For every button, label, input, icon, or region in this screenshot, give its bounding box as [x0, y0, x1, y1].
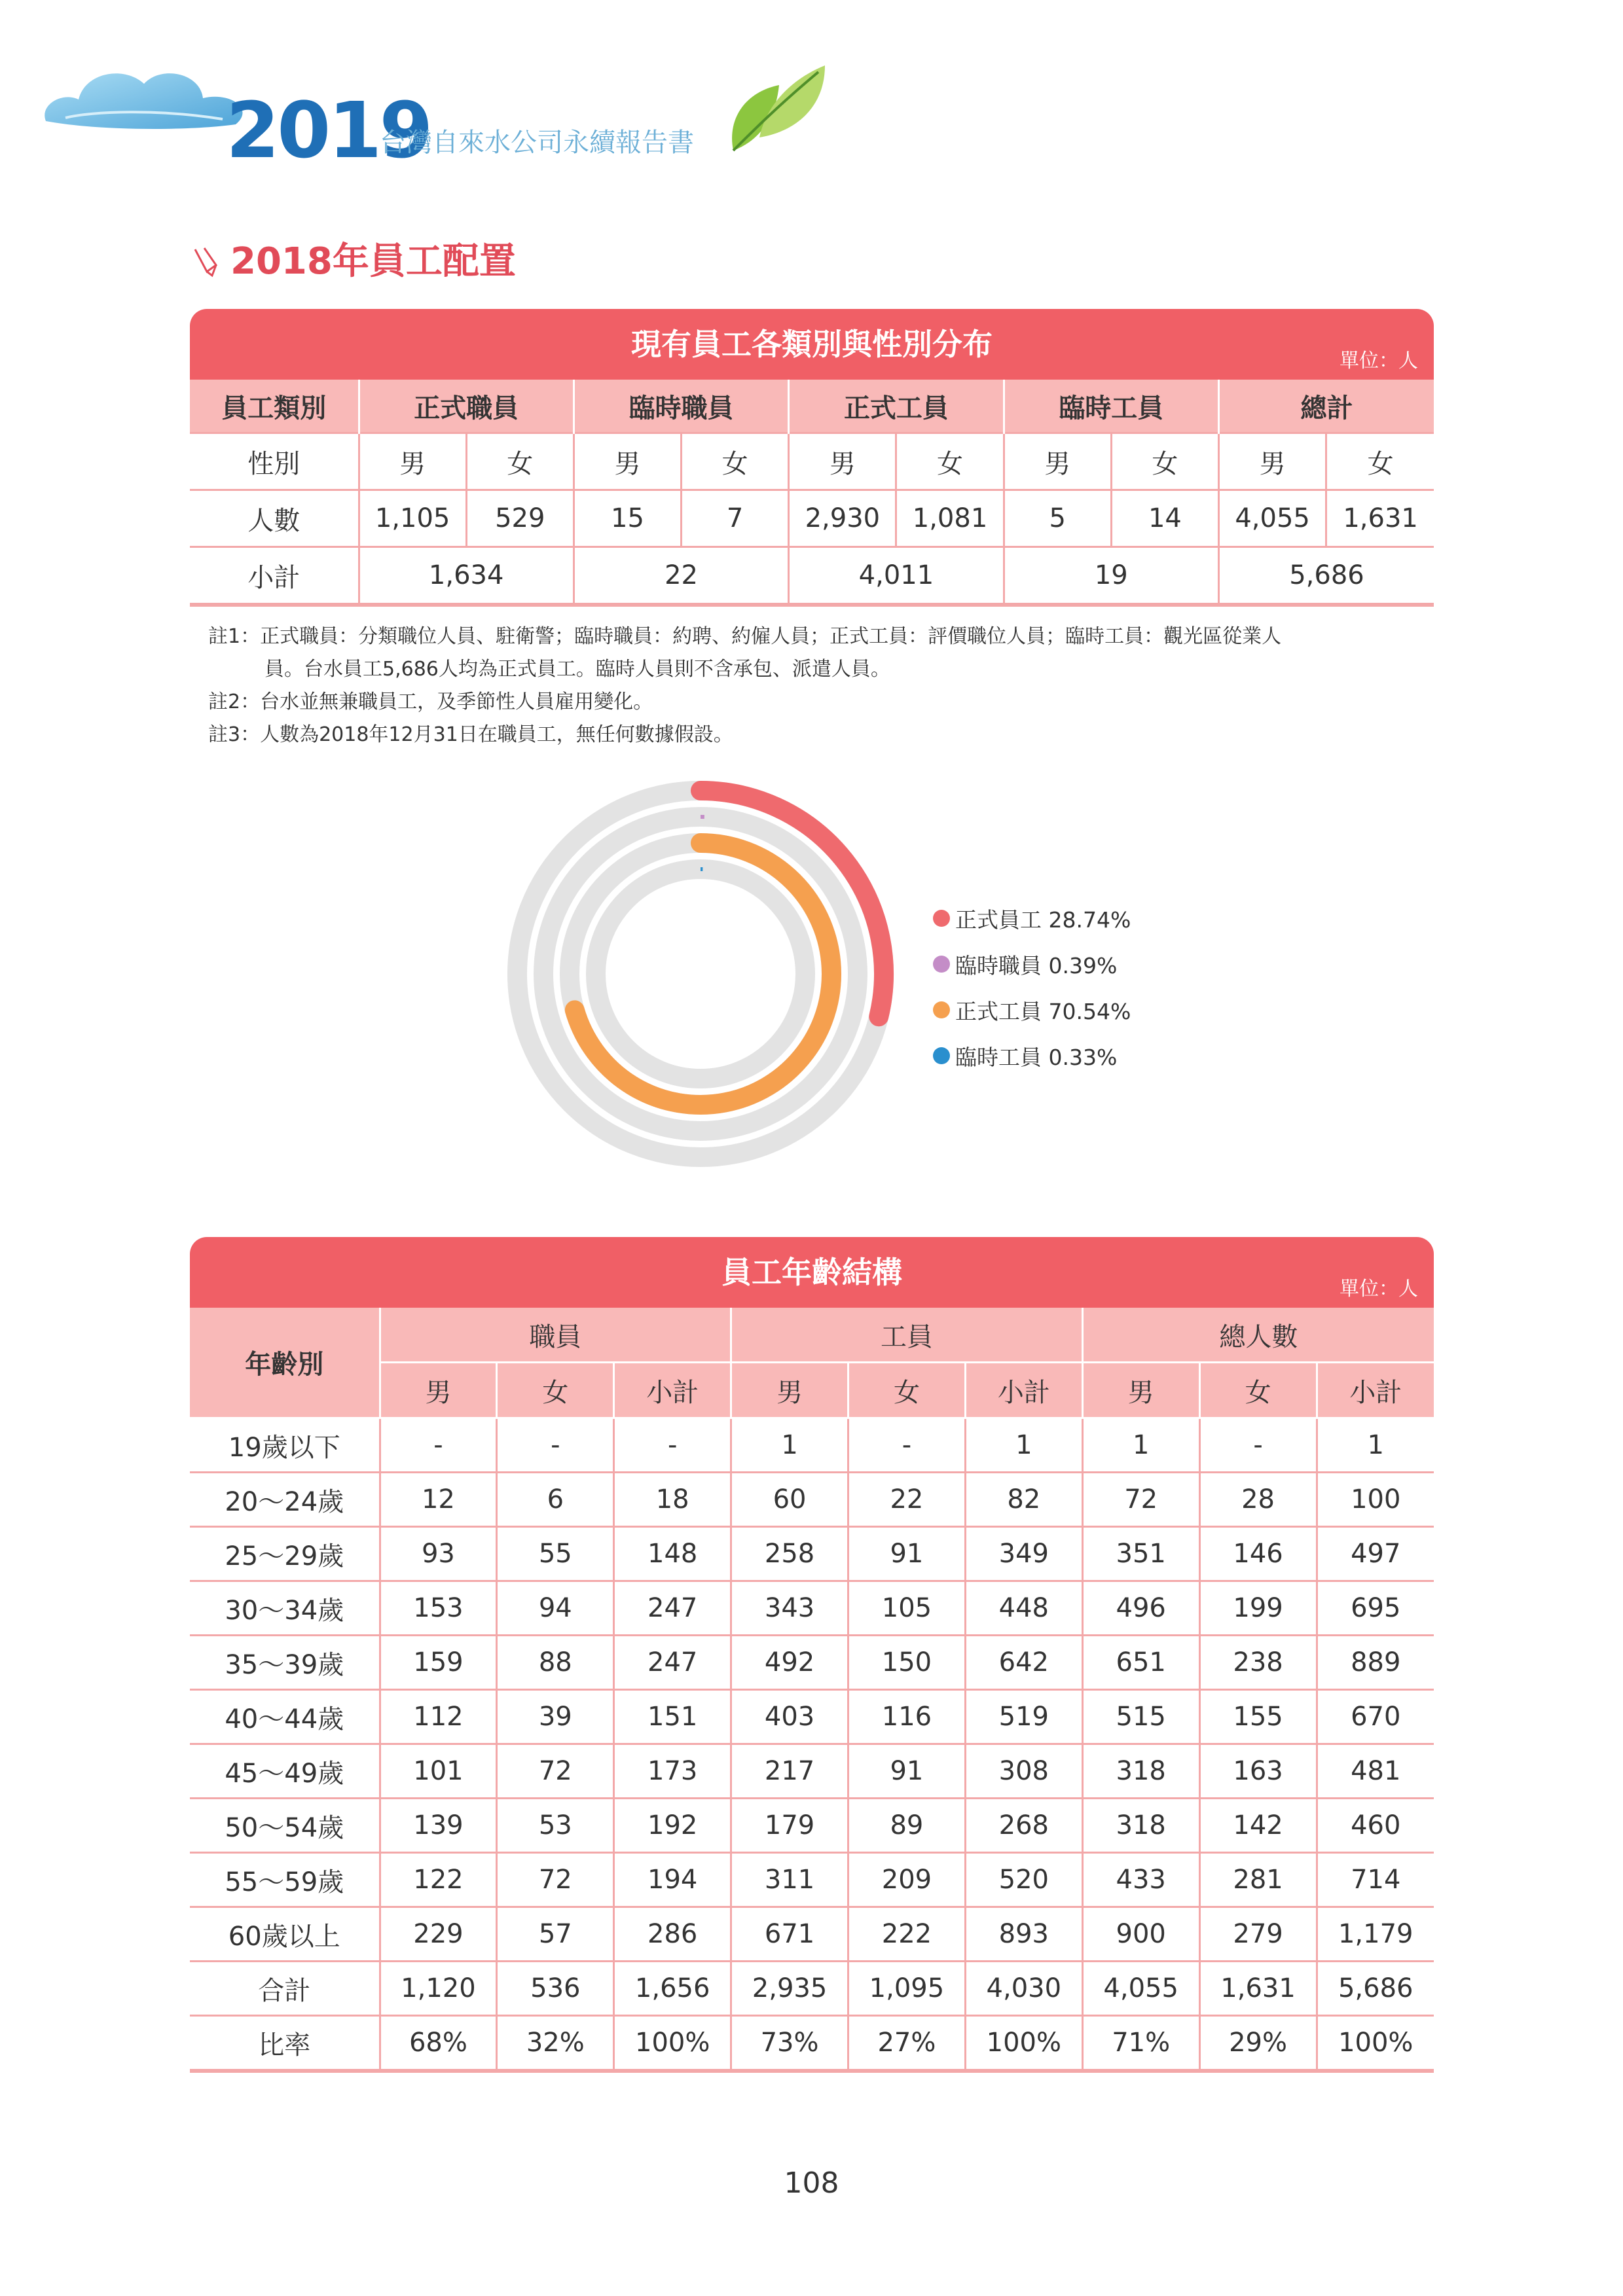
column-header: 總計	[1219, 380, 1434, 433]
chart-legend	[933, 895, 1131, 1079]
table-cell: 179	[731, 1799, 848, 1853]
column-header: 女	[1199, 1363, 1317, 1418]
table-cell: 1,105	[359, 490, 466, 547]
table-cell: 1	[1317, 1418, 1434, 1473]
employee-category-table	[190, 309, 1434, 607]
table-cell: 89	[848, 1799, 966, 1853]
table-cell: 403	[731, 1690, 848, 1744]
table-cell: 1	[965, 1418, 1082, 1473]
table-cell: 279	[1199, 1907, 1317, 1962]
table-cell: 112	[380, 1690, 497, 1744]
table-cell: -	[380, 1418, 497, 1473]
table-cell: 男	[1004, 433, 1111, 490]
column-header: 臨時職員	[574, 380, 788, 433]
table-cell: 281	[1199, 1853, 1317, 1907]
table-cell: 女	[682, 433, 789, 490]
table-cell: 100%	[614, 2016, 731, 2072]
table-cell: 159	[380, 1636, 497, 1690]
age-structure-table	[190, 1237, 1434, 2073]
table-row	[190, 1799, 1434, 1853]
column-header: 員工類別	[190, 380, 359, 433]
table-cell: 519	[965, 1690, 1082, 1744]
column-header: 工員	[731, 1308, 1083, 1363]
table-cell: 71%	[1082, 2016, 1199, 2072]
table-cell: 695	[1317, 1581, 1434, 1636]
row-label: 小計	[190, 547, 359, 605]
table-cell: 481	[1317, 1744, 1434, 1799]
table-cell: 893	[965, 1907, 1082, 1962]
table-cell: 268	[965, 1799, 1082, 1853]
table-cell: 173	[614, 1744, 731, 1799]
legend-item	[933, 941, 1131, 987]
table-cell: 女	[1111, 433, 1218, 490]
legend-item	[933, 987, 1131, 1033]
row-label: 20～24歲	[190, 1473, 380, 1527]
table-cell: 4,055	[1219, 490, 1326, 547]
table-title: 現有員工各類別與性別分布	[631, 327, 993, 362]
row-label: 40～44歲	[190, 1690, 380, 1744]
table-unit: 單位：人	[1340, 350, 1418, 372]
table-cell: 100%	[1317, 2016, 1434, 2072]
column-header: 總人數	[1082, 1308, 1434, 1363]
table-cell: 男	[359, 433, 466, 490]
page-number: 108	[784, 2166, 839, 2200]
column-header: 小計	[965, 1363, 1082, 1418]
table-cell: 229	[380, 1907, 497, 1962]
table-cell: 153	[380, 1581, 497, 1636]
table-cell: -	[1199, 1418, 1317, 1473]
table-cell: -	[614, 1418, 731, 1473]
table-row	[190, 1636, 1434, 1690]
table-cell: 1,631	[1326, 490, 1434, 547]
table-cell: 448	[965, 1581, 1082, 1636]
table-cell: 72	[497, 1853, 614, 1907]
table-cell: 18	[614, 1473, 731, 1527]
table-cell: 1,634	[359, 547, 574, 605]
table-cell: 194	[614, 1853, 731, 1907]
table-cell: 889	[1317, 1636, 1434, 1690]
table-cell: 148	[614, 1527, 731, 1581]
table-cell: 497	[1317, 1527, 1434, 1581]
table-cell: 460	[1317, 1799, 1434, 1853]
row-label: 比率	[190, 2016, 380, 2072]
table-cell: 671	[731, 1907, 848, 1962]
table-cell: 73%	[731, 2016, 848, 2072]
pen-icon	[190, 245, 223, 278]
table-cell: 116	[848, 1690, 966, 1744]
table-cell: 7	[682, 490, 789, 547]
table-cell: -	[497, 1418, 614, 1473]
table-title: 員工年齡結構	[721, 1255, 902, 1290]
table-cell: 122	[380, 1853, 497, 1907]
row-label: 60歲以上	[190, 1907, 380, 1962]
table-cell: 29%	[1199, 2016, 1317, 2072]
table-cell: 433	[1082, 1853, 1199, 1907]
table-cell: 520	[965, 1853, 1082, 1907]
legend-label: 正式工員 70.54%	[955, 998, 1131, 1024]
legend-swatch	[933, 956, 950, 973]
column-header: 男	[731, 1363, 848, 1418]
table-cell: 1,656	[614, 1962, 731, 2016]
employee-share-donut-chart	[498, 771, 903, 1177]
table-cell: 57	[497, 1907, 614, 1962]
table-cell: 男	[789, 433, 896, 490]
table-row	[190, 2016, 1434, 2072]
report-subtitle: 台灣自來水公司永續報告書	[380, 128, 694, 158]
note-2: 註2：台水並無兼職員工，及季節性人員雇用變化。	[208, 691, 653, 713]
table-cell: 22	[848, 1473, 966, 1527]
table-cell: 72	[497, 1744, 614, 1799]
table-cell: 53	[497, 1799, 614, 1853]
table-cell: 258	[731, 1527, 848, 1581]
legend-label: 臨時工員 0.33%	[955, 1044, 1118, 1070]
legend-label: 臨時職員 0.39%	[955, 952, 1118, 978]
table-cell: 318	[1082, 1744, 1199, 1799]
table-cell: 247	[614, 1636, 731, 1690]
table-cell: 6	[497, 1473, 614, 1527]
row-label: 25～29歲	[190, 1527, 380, 1581]
table-cell: 217	[731, 1744, 848, 1799]
cloud-logo-icon	[39, 46, 255, 137]
table-cell: 900	[1082, 1907, 1199, 1962]
column-header: 女	[848, 1363, 966, 1418]
table-cell: 247	[614, 1581, 731, 1636]
table-row	[190, 1473, 1434, 1527]
table-cell: 192	[614, 1799, 731, 1853]
row-label: 45～49歲	[190, 1744, 380, 1799]
table-cell: 536	[497, 1962, 614, 2016]
table-cell: 146	[1199, 1527, 1317, 1581]
row-label: 30～34歲	[190, 1581, 380, 1636]
table-notes	[208, 620, 1439, 751]
table-cell: 670	[1317, 1690, 1434, 1744]
table-row	[190, 547, 1434, 605]
table-cell: 311	[731, 1853, 848, 1907]
table-cell: 1,631	[1199, 1962, 1317, 2016]
table-cell: 男	[1219, 433, 1326, 490]
table-unit: 單位：人	[1340, 1278, 1418, 1300]
table-cell: 22	[574, 547, 788, 605]
table-cell: 28	[1199, 1473, 1317, 1527]
row-label: 人數	[190, 490, 359, 547]
table-cell: 1,179	[1317, 1907, 1434, 1962]
table-row	[190, 490, 1434, 547]
table-cell: 4,011	[789, 547, 1004, 605]
table-cell: 349	[965, 1527, 1082, 1581]
table-cell: 286	[614, 1907, 731, 1962]
table-cell: 100	[1317, 1473, 1434, 1527]
report-year: 2019	[226, 85, 431, 175]
table-cell: 492	[731, 1636, 848, 1690]
table-cell: 32%	[497, 2016, 614, 2072]
table-cell: 91	[848, 1527, 966, 1581]
table-cell: 19	[1004, 547, 1218, 605]
column-header: 正式職員	[359, 380, 574, 433]
table-row	[190, 1853, 1434, 1907]
table-cell: 27%	[848, 2016, 966, 2072]
table-cell: 2,930	[789, 490, 896, 547]
report-header	[39, 46, 890, 177]
table-cell: 222	[848, 1907, 966, 1962]
table-cell: 女	[1326, 433, 1434, 490]
row-label: 50～54歲	[190, 1799, 380, 1853]
table-cell: 4,030	[965, 1962, 1082, 2016]
table-cell: 515	[1082, 1690, 1199, 1744]
section-title-text: 2018年員工配置	[230, 240, 516, 283]
column-header: 小計	[1317, 1363, 1434, 1418]
table-cell: 151	[614, 1690, 731, 1744]
table-cell: -	[848, 1418, 966, 1473]
table-header-bar	[190, 1237, 1434, 1308]
table-row	[190, 1690, 1434, 1744]
table-cell: 72	[1082, 1473, 1199, 1527]
table-cell: 1,081	[896, 490, 1004, 547]
table-cell: 199	[1199, 1581, 1317, 1636]
table-cell: 139	[380, 1799, 497, 1853]
table-cell: 163	[1199, 1744, 1317, 1799]
table-cell: 39	[497, 1690, 614, 1744]
column-header: 男	[1082, 1363, 1199, 1418]
section-title	[190, 240, 516, 283]
table-cell: 2,935	[731, 1962, 848, 2016]
table-cell: 68%	[380, 2016, 497, 2072]
table-cell: 82	[965, 1473, 1082, 1527]
table-header-bar	[190, 309, 1434, 380]
row-label: 35～39歲	[190, 1636, 380, 1690]
legend-swatch	[933, 910, 950, 927]
table-cell: 女	[466, 433, 574, 490]
note-1-continued: 員。台水員工5,686人均為正式員工。臨時人員則不含承包、派遣人員。	[264, 658, 890, 681]
leaf-logo-icon	[720, 59, 831, 157]
table-cell: 94	[497, 1581, 614, 1636]
table-cell: 150	[848, 1636, 966, 1690]
table-header-row	[190, 1308, 1434, 1363]
table-cell: 男	[574, 433, 681, 490]
table-cell: 351	[1082, 1527, 1199, 1581]
table-cell: 12	[380, 1473, 497, 1527]
ring-track	[596, 869, 805, 1079]
table-cell: 343	[731, 1581, 848, 1636]
table-cell: 100%	[965, 2016, 1082, 2072]
table-cell: 91	[848, 1744, 966, 1799]
legend-item	[933, 895, 1131, 941]
table-cell: 651	[1082, 1636, 1199, 1690]
column-header: 臨時工員	[1004, 380, 1218, 433]
table-cell: 88	[497, 1636, 614, 1690]
table-cell: 318	[1082, 1799, 1199, 1853]
column-header: 職員	[380, 1308, 731, 1363]
table-cell: 209	[848, 1853, 966, 1907]
column-header: 小計	[614, 1363, 731, 1418]
table-cell: 1,120	[380, 1962, 497, 2016]
table-cell: 496	[1082, 1581, 1199, 1636]
table-header-row	[190, 380, 1434, 433]
table-cell: 1	[1082, 1418, 1199, 1473]
table-cell: 642	[965, 1636, 1082, 1690]
table-cell: 15	[574, 490, 681, 547]
table-row	[190, 1527, 1434, 1581]
table-cell: 55	[497, 1527, 614, 1581]
table-cell: 142	[1199, 1799, 1317, 1853]
legend-swatch	[933, 1001, 950, 1018]
table-cell: 60	[731, 1473, 848, 1527]
legend-item	[933, 1033, 1131, 1079]
table-row	[190, 1418, 1434, 1473]
table-cell: 1	[731, 1418, 848, 1473]
legend-label: 正式員工 28.74%	[955, 906, 1131, 933]
table-cell: 238	[1199, 1636, 1317, 1690]
age-table	[190, 1308, 1434, 2073]
table-cell: 4,055	[1082, 1962, 1199, 2016]
table-row	[190, 433, 1434, 490]
row-label: 19歲以下	[190, 1418, 380, 1473]
row-label: 55～59歲	[190, 1853, 380, 1907]
row-label: 合計	[190, 1962, 380, 2016]
table-cell: 93	[380, 1527, 497, 1581]
note-3: 註3：人數為2018年12月31日在職員工，無任何數據假設。	[208, 723, 733, 746]
table-cell: 14	[1111, 490, 1218, 547]
category-gender-table	[190, 380, 1434, 607]
table-cell: 1,095	[848, 1962, 966, 2016]
table-cell: 105	[848, 1581, 966, 1636]
table-row	[190, 1744, 1434, 1799]
table-cell: 5	[1004, 490, 1111, 547]
column-header: 男	[380, 1363, 497, 1418]
table-cell: 101	[380, 1744, 497, 1799]
table-cell: 529	[466, 490, 574, 547]
column-header: 年齡別	[190, 1308, 380, 1418]
legend-swatch	[933, 1047, 950, 1064]
note-1: 註1：正式職員：分類職位人員、駐衛警；臨時職員：約聘、約僱人員；正式工員：評價職位人員；臨時工員：觀光區從業人	[208, 625, 1282, 648]
table-cell: 155	[1199, 1690, 1317, 1744]
table-cell: 714	[1317, 1853, 1434, 1907]
table-cell: 5,686	[1317, 1962, 1434, 2016]
table-cell: 女	[896, 433, 1004, 490]
table-cell: 308	[965, 1744, 1082, 1799]
table-row	[190, 1581, 1434, 1636]
column-header: 女	[497, 1363, 614, 1418]
table-cell: 5,686	[1219, 547, 1434, 605]
table-row	[190, 1907, 1434, 1962]
row-label: 性別	[190, 433, 359, 490]
table-row	[190, 1962, 1434, 2016]
column-header: 正式工員	[789, 380, 1004, 433]
